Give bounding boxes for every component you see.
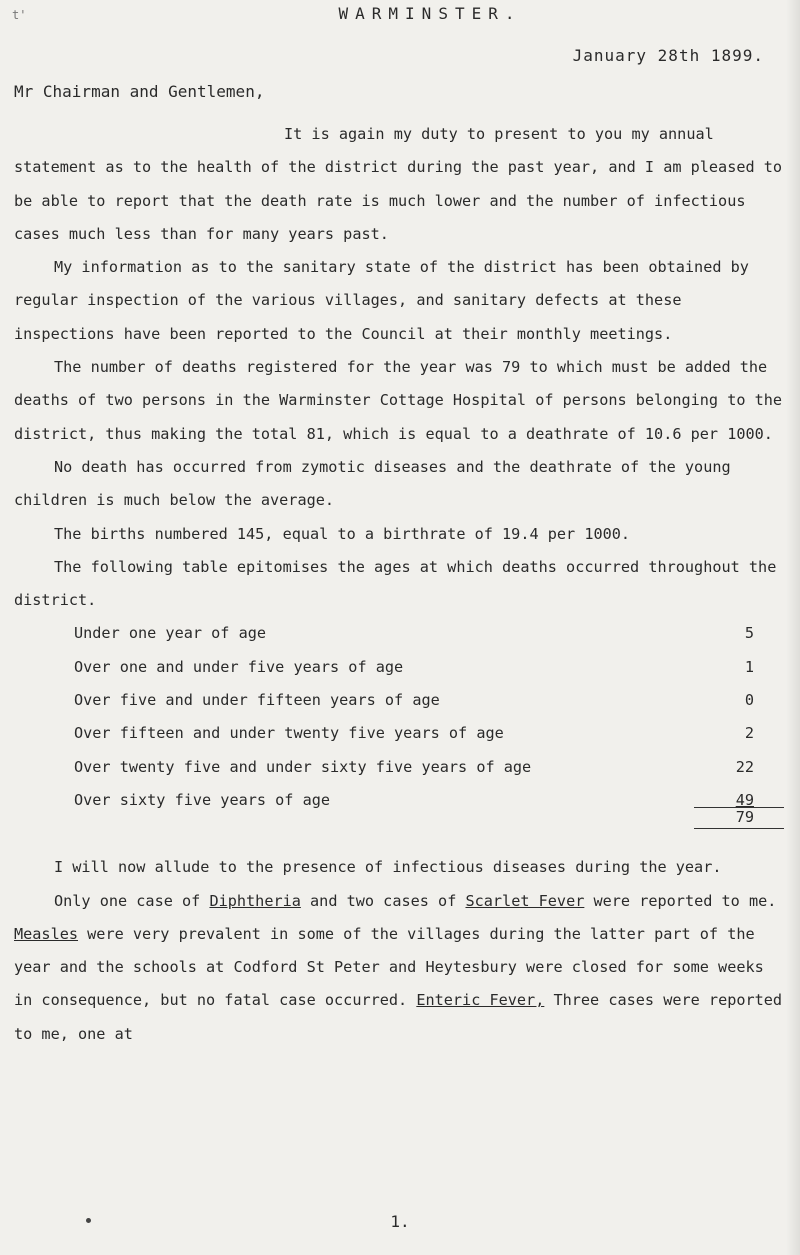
- age-label: Over one and under five years of age: [74, 657, 404, 676]
- text-run: Three cases were reported to me, one at: [14, 991, 783, 1043]
- report-heading: WARMINSTER.: [338, 4, 522, 23]
- paragraph-infectious-cases: [14, 885, 790, 1051]
- report-body: [14, 118, 790, 1051]
- page-number: 1.: [390, 1212, 410, 1231]
- age-label: Under one year of age: [74, 624, 267, 643]
- text-run: were reported to me.: [584, 891, 777, 910]
- age-value: 49: [735, 790, 754, 809]
- table-row: [74, 684, 784, 717]
- text-run: Only one case of: [54, 891, 210, 910]
- table-row: [74, 717, 784, 750]
- age-label: Over fifteen and under twenty five years of age: [74, 724, 504, 743]
- scarlet-fever-term: Scarlet Fever: [465, 891, 585, 910]
- age-label: Over five and under fifteen years of age: [74, 691, 440, 710]
- measles-term: Measles: [14, 924, 79, 943]
- age-value: 5: [744, 624, 754, 643]
- salutation: Mr Chairman and Gentlemen,: [14, 82, 265, 101]
- age-value: 0: [744, 691, 754, 710]
- table-row: [74, 651, 784, 684]
- age-total: 79: [694, 807, 784, 829]
- corner-mark: t': [12, 8, 27, 22]
- paragraph-table-intro: The following table epitomises the ages at which deaths occurred throughout the district.: [14, 557, 777, 610]
- text-run: and two cases of: [300, 891, 466, 910]
- paragraph-deaths: The number of deaths registered for the year was 79 to which must be added the deaths of two persons in the Warminster Cottage Hospital of persons belonging to the district, thus making the total 81, which is equal to a deathrate of 10.6 per 1000.: [14, 358, 783, 443]
- table-row: [74, 751, 784, 784]
- paragraph-zymotic: No death has occurred from zymotic diseases and the deathrate of the young children is much below the average.: [14, 457, 731, 510]
- enteric-fever-term: Enteric Fever,: [416, 991, 545, 1010]
- paragraph-infectious-intro: I will now allude to the presence of infectious diseases during the year.: [54, 858, 722, 877]
- table-row: [74, 617, 784, 650]
- paragraph-duty: It is again my duty to present to you my annual statement as to the health of the district during the past year, and I am pleased to be able to report that the death rate is much lower and the number of infectious cases much less than for many years past.: [14, 125, 783, 243]
- age-value: 1: [744, 657, 754, 676]
- age-value: 22: [735, 757, 754, 776]
- text-run: were very prevalent in some of the villages during the latter part of the year and the schools at Codford St Peter and Heytesbury were closed for some weeks in consequence, but no fatal case occurred.: [14, 924, 764, 1010]
- diphtheria-term: Diphtheria: [209, 891, 301, 910]
- paragraph-births: The births numbered 145, equal to a birthrate of 19.4 per 1000.: [54, 524, 631, 543]
- paragraph-inspection: My information as to the sanitary state of the district has been obtained by regular inspection of the various villages, and sanitary defects at these inspections have been reported to the Council at their monthly meetings.: [14, 258, 749, 343]
- page-edge-shadow: [786, 0, 800, 1255]
- age-label: Over twenty five and under sixty five years of age: [74, 757, 532, 776]
- report-date: January 28th 1899.: [572, 46, 764, 65]
- age-table: [74, 617, 784, 829]
- age-label: Over sixty five years of age: [74, 790, 331, 809]
- age-value: 2: [744, 724, 754, 743]
